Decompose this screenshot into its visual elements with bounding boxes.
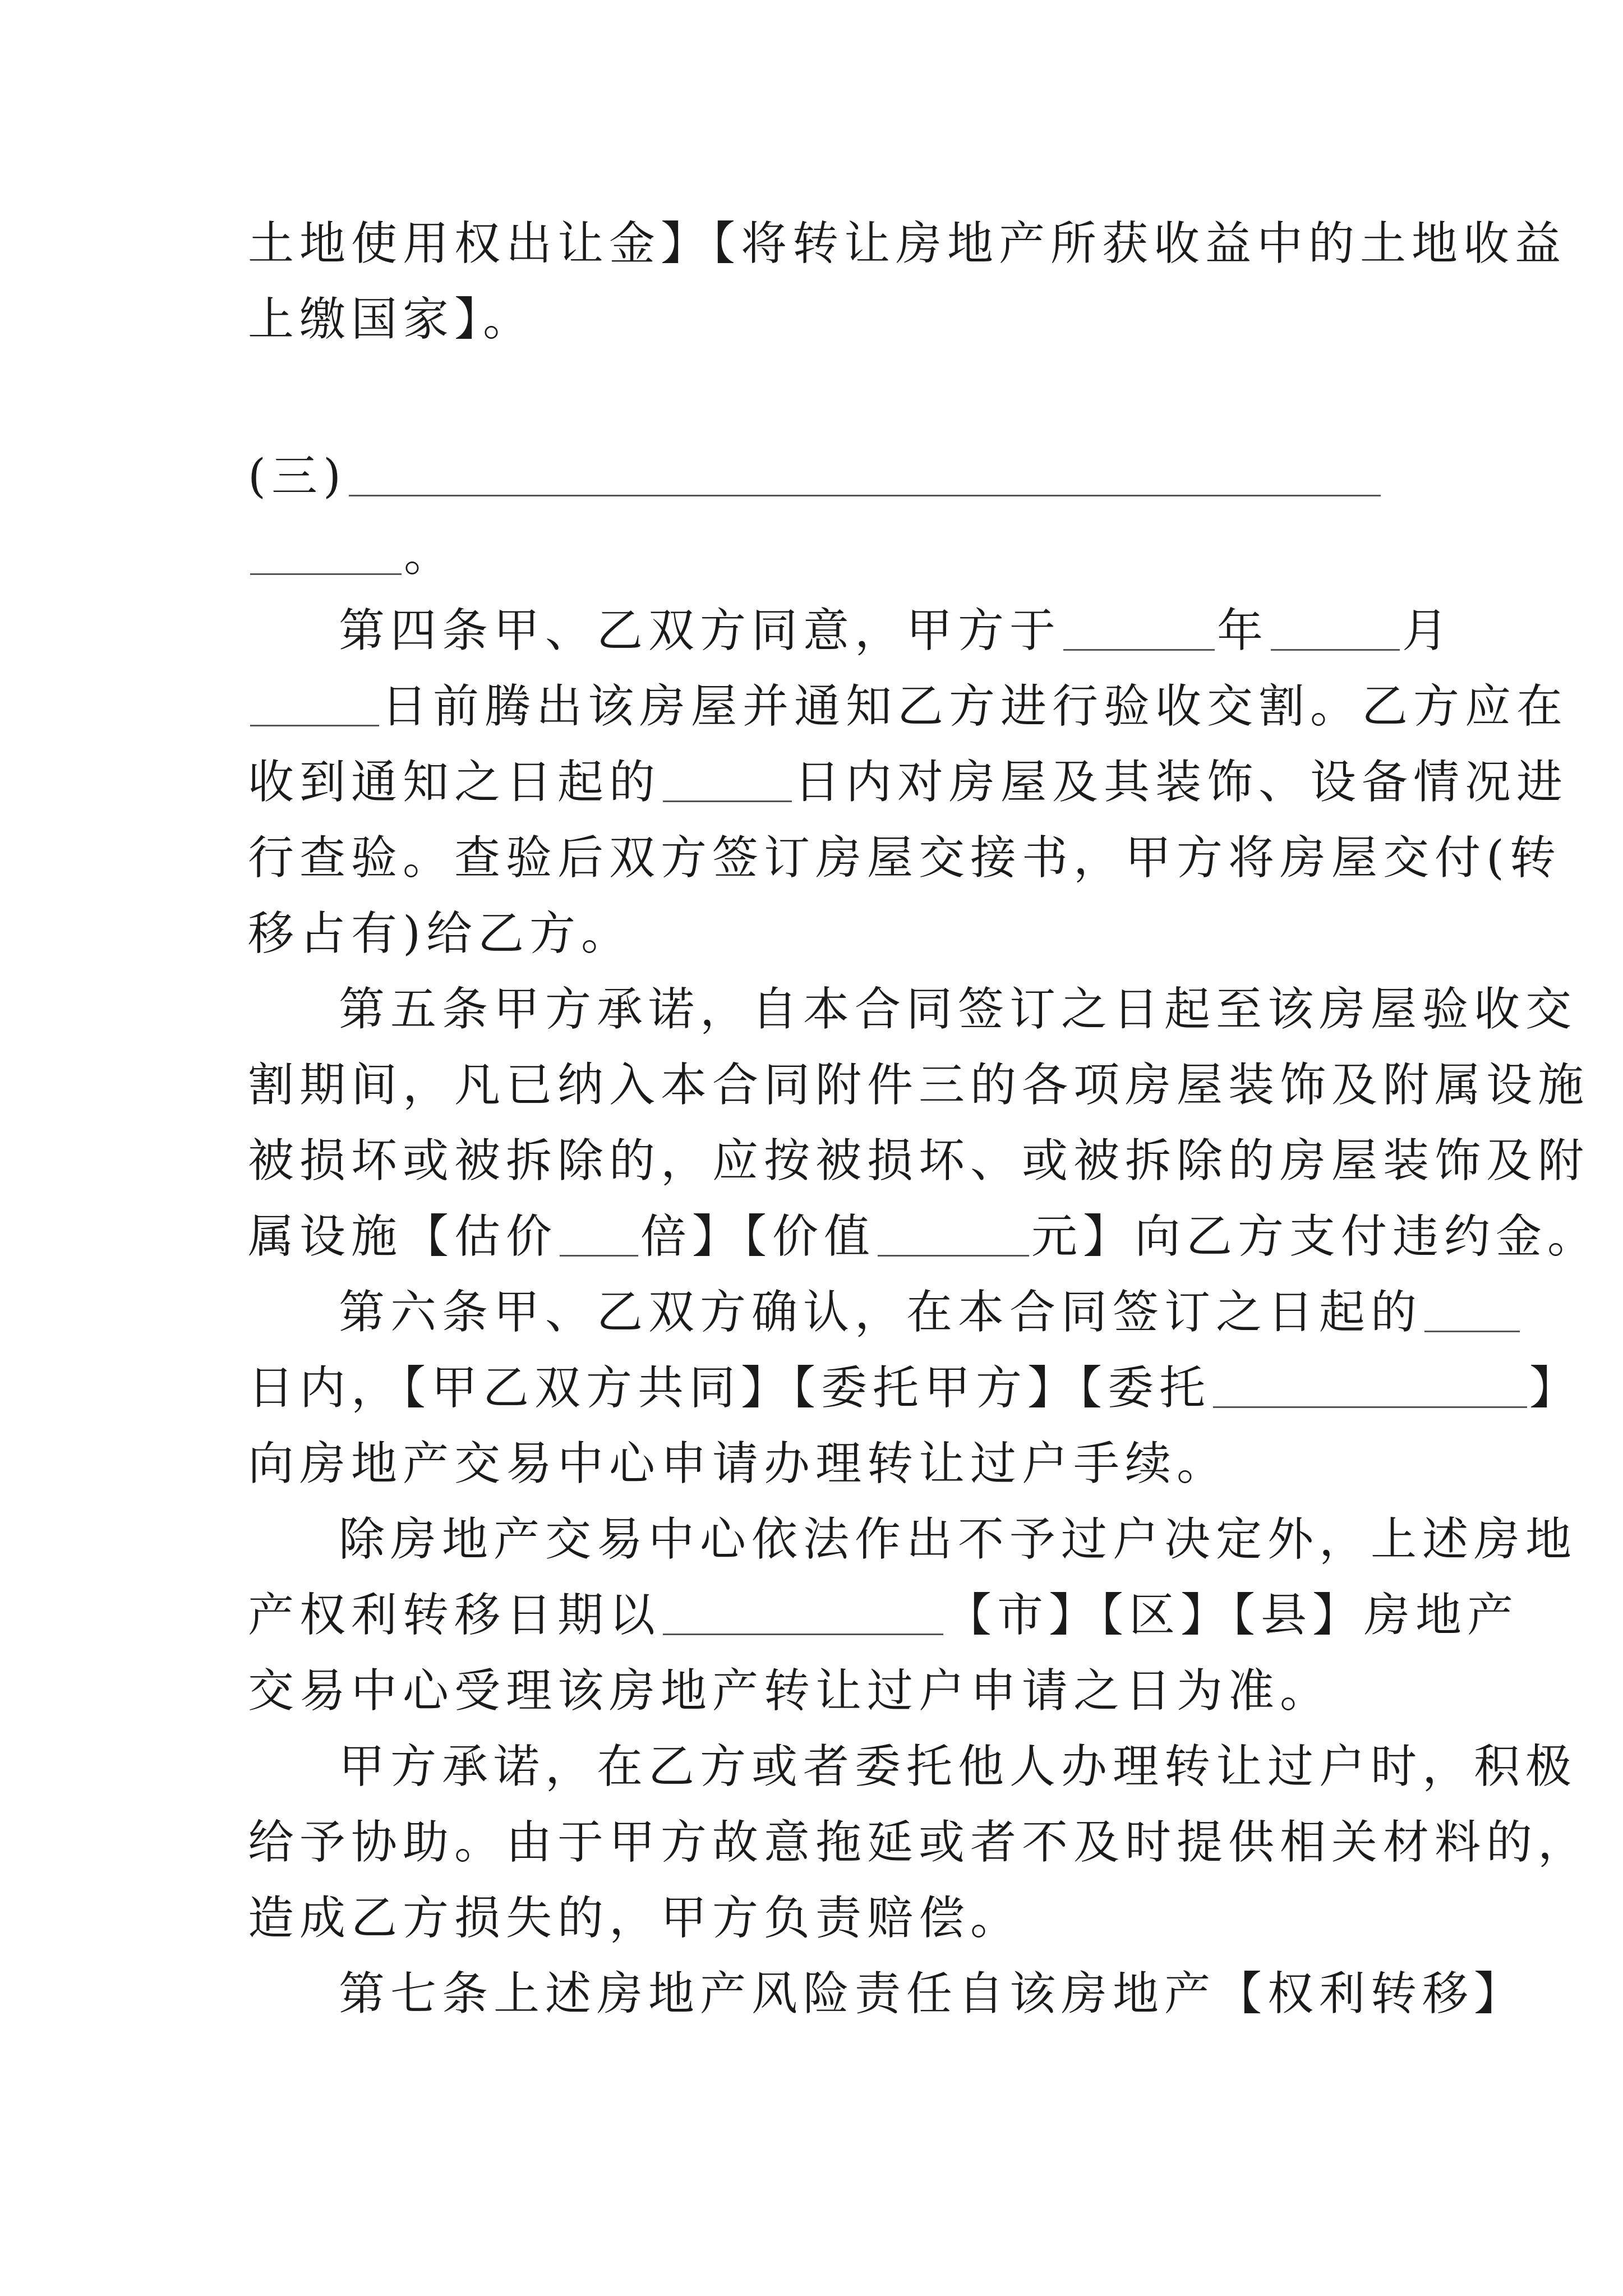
text-line: [248, 1815, 1589, 1871]
text-segment: 第五条甲方承诺，自本合同签订之日起至该房屋验收交: [339, 983, 1578, 1036]
text-segment: 【市】【区】【县】房地产: [946, 1589, 1519, 1642]
text-line: [248, 1133, 1589, 1189]
text-line: [248, 1209, 1599, 1265]
text-line: [339, 603, 1454, 659]
text-segment: 产权利转移日期以: [248, 1589, 661, 1642]
text-segment: 第七条上述房地产风险责任自该房地产【权利转移】: [339, 1967, 1526, 2021]
text-line: [248, 1360, 1581, 1416]
fill-blank[interactable]: [1424, 1291, 1520, 1332]
text-line: [248, 1890, 1022, 1947]
text-segment: 收到通知之日起的: [248, 756, 661, 809]
text-line: [248, 449, 1383, 505]
text-line: [339, 1966, 1525, 2022]
text-line: [248, 1436, 1228, 1492]
text-segment: (三): [248, 450, 347, 503]
text-segment: 月: [1402, 604, 1454, 657]
text-line: [248, 906, 633, 962]
text-line: [248, 527, 455, 583]
text-line: [248, 830, 1561, 886]
text-segment: 移占有)给乙方。: [248, 907, 633, 960]
fill-blank[interactable]: [663, 1594, 943, 1635]
fill-blank[interactable]: [250, 685, 379, 726]
text-segment: 】: [1529, 1361, 1581, 1415]
text-segment: 元】向乙方支付违约金。: [1031, 1210, 1599, 1263]
text-segment: 除房地产交易中心依法作出不予过户决定外，上述房地: [339, 1513, 1578, 1566]
text-line: [248, 216, 1566, 272]
text-segment: 割期间，凡已纳入本合同附件三的各项房屋装饰及附属设施: [248, 1059, 1590, 1112]
text-line: [339, 1285, 1522, 1341]
fill-blank[interactable]: [663, 761, 792, 802]
text-segment: 属设施【估价: [248, 1210, 558, 1263]
text-segment: 倍】【价值: [640, 1210, 876, 1263]
fill-blank[interactable]: [1063, 610, 1215, 651]
text-line: [248, 679, 1568, 735]
text-segment: 土地使用权出让金】【将转让房地产所获收益中的土地收益: [248, 217, 1567, 270]
text-line: [248, 1057, 1589, 1114]
text-line: [248, 754, 1568, 811]
text-segment: 日内对房屋及其装饰、设备情况进: [794, 756, 1569, 809]
text-segment: 第六条甲、乙双方确认，在本合同签订之日起的: [339, 1286, 1423, 1339]
text-segment: 上缴国家】。: [248, 293, 535, 346]
text-segment: 行查验。查验后双方签订房屋交接书，甲方将房屋交付(转: [248, 831, 1561, 885]
fill-blank[interactable]: [560, 1216, 638, 1257]
fill-blank[interactable]: [250, 534, 402, 575]
text-line: [248, 292, 534, 348]
fill-blank[interactable]: [1213, 1367, 1527, 1408]
text-segment: 给予协助。由于甲方故意拖延或者不及时提供相关材料的，: [248, 1816, 1590, 1869]
text-segment: 。: [404, 528, 456, 582]
text-segment: 造成乙方损失的，甲方负责赔偿。: [248, 1892, 1022, 1945]
text-line: [339, 1739, 1577, 1795]
fill-blank[interactable]: [349, 455, 1381, 496]
text-line: [339, 1512, 1577, 1568]
text-line: [248, 1588, 1519, 1644]
text-segment: 日前腾出该房屋并通知乙方进行验收交割。乙方应在: [381, 680, 1569, 733]
text-segment: 向房地产交易中心申请办理转让过户手续。: [248, 1437, 1229, 1490]
text-segment: 交易中心受理该房地产转让过户申请之日为准。: [248, 1664, 1332, 1718]
text-segment: 甲方承诺，在乙方或者委托他人办理转让过户时，积极: [339, 1740, 1578, 1793]
text-segment: 被损坏或被拆除的，应按被损坏、或被拆除的房屋装饰及附: [248, 1134, 1590, 1188]
text-line: [339, 982, 1577, 1038]
text-segment: 年: [1217, 604, 1269, 657]
fill-blank[interactable]: [1271, 610, 1400, 651]
text-segment: 日内，【甲乙双方共同】【委托甲方】【委托: [248, 1361, 1211, 1415]
fill-blank[interactable]: [878, 1216, 1029, 1257]
text-line: [248, 1663, 1331, 1719]
text-segment: 第四条甲、乙双方同意，甲方于: [339, 604, 1062, 657]
